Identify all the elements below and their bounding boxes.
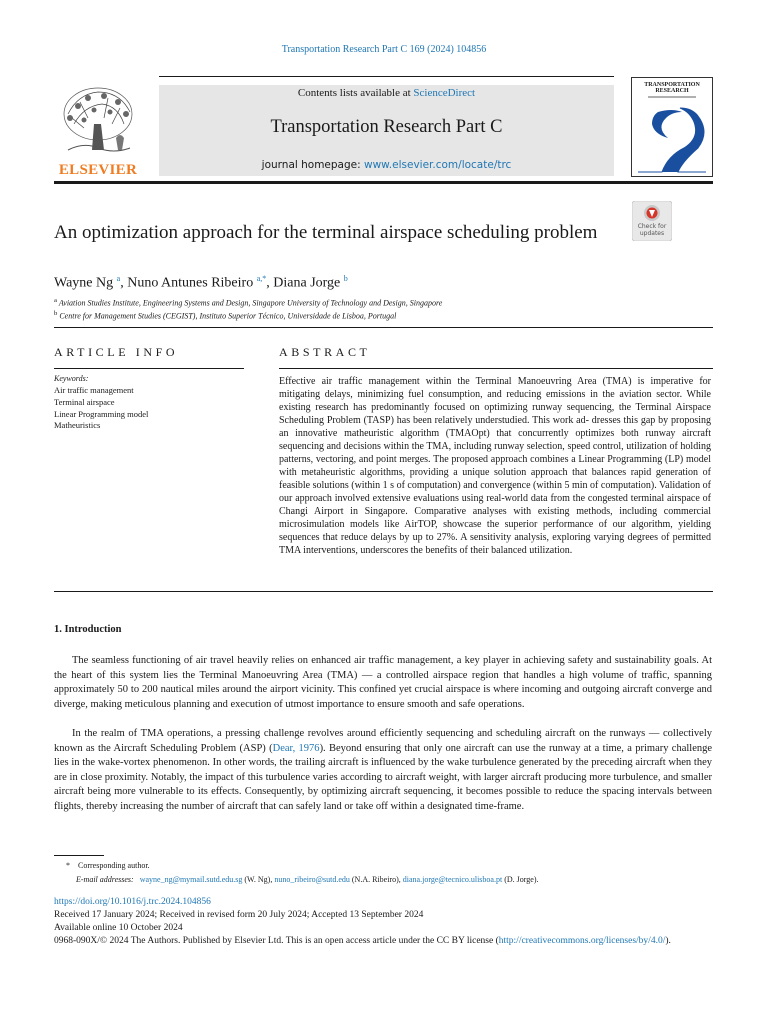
author-affiliation-marker[interactable]: a [116,274,121,283]
keyword-item: Matheuristics [54,420,101,430]
contents-line: Contents lists available at ScienceDirect [297,87,476,99]
cover-title: TRANSPORTATION RESEARCH [644,82,700,94]
journal-citation[interactable]: Transportation Research Part C 169 (2024) 104856 [281,44,487,55]
journal-title: Transportation Research Part C [270,117,503,137]
affiliation-b: $^b$ Centre for Management Studies (CEGIST), Instituto Superior Técnico, Universidade de Lisboa, Portugal [54,310,397,321]
corresponding-author-note: * Corresponding author. [66,861,150,870]
homepage-link[interactable]: www.elsevier.com/locate/trc [364,159,512,171]
author-list: Wayne Ng $^a$, Nuno Antunes Ribeiro $^{a,*}$, Diana Jorge $^b$ [54,274,348,291]
journal-homepage: journal homepage: www.elsevier.com/locate/trc [261,159,512,171]
cc-license-link[interactable]: http://creativecommons.org/licenses/by/4.0/ [498,936,666,946]
abstract-bottom-rule [54,591,713,592]
check-updates-label: Check for updates [637,223,667,237]
sciencedirect-link[interactable]: ScienceDirect [413,87,476,99]
email-addresses: E-mail addresses: wayne_ng@mymail.sutd.edu.sg (W. Ng), nuno_ribeiro@sutd.edu (N.A. Ribeiro), diana.jorge@tecnico.ulisboa.pt (D. Jorge). [76,875,539,884]
section-rule [54,327,713,328]
journal-banner [159,85,614,176]
author-name: Diana Jorge [273,275,341,291]
abstract-heading: ABSTRACT [279,345,371,359]
keywords-label: Keywords: [54,374,89,383]
publisher-name: ELSEVIER [58,162,138,178]
check-for-updates-badge[interactable] [632,201,672,241]
intro-paragraph-1: The seamless functioning of air travel heavily relies on enhanced air traffic management, a key player in achieving safety and sustainability goals. At the heart of this system lies the Terminal Manoeuvring Area (TMA) — a controlled airspace region that handles a high volume of traffic, spanning approximately 50 to 200 nautical miles around the airport vicinity. This confined yet crucial airspace is where incoming and outgoing aircraft converge and diverge, making meticulous planning and execution of utmost importance to ensure smooth and safe operations. [54,655,712,710]
keyword-item: Air traffic management [54,385,134,395]
intro-paragraph-2: In the realm of TMA operations, a pressing challenge revolves around efficiently sequencing and scheduling aircraft on the runways — collectively known as the Aircraft Scheduling Problem (ASP) (Dear, 1976). Beyond ensuring that only one aircraft can use the runway at a time, a primary challenge lies in the wake-vortex phenomenon. In other words, the trailing aircraft is influenced by the wake turbulence generated by the preceding aircraft when they are in close proximity. Notably, the impact of this turbulence varies according to aircraft weight, with larger aircraft producing more turbulence, and smaller aircraft being more vulnerable to its effects. Consequently, by optimizing aircraft sequencing, it becomes possible to reduce the spacing intervals between flights, thereby increasing the number of aircraft that can safely land or take off within a designated time-frame. [54,728,713,812]
footnote-rule [54,855,104,856]
introduction-heading: 1. Introduction [54,624,122,635]
available-online-date: Available online 10 October 2024 [54,923,183,933]
article-info-heading: ARTICLE INFO [54,345,179,359]
abstract-rule [279,368,713,369]
paper-title: An optimization approach for the terminal airspace scheduling problem [54,222,598,243]
affiliation-a: $^a$ Aviation Studies Institute, Engineering Systems and Design, Singapore University of Technology and Design, Singapore [54,297,443,308]
keyword-item: Linear Programming model [54,409,149,419]
received-dates: Received 17 January 2024; Received in revised form 20 July 2024; Accepted 13 September 2024 [54,910,424,920]
journal-cover-thumbnail[interactable] [631,77,713,177]
citation-link-dear-1976[interactable]: Dear, 1976 [272,742,320,754]
cover-road-icon [632,78,712,176]
keyword-item: Terminal airspace [54,397,115,407]
email-link-ribeiro[interactable]: nuno_ribeiro@sutd.edu [274,875,350,884]
article-info-rule [54,368,244,369]
abstract-text: Effective air traffic management within the Terminal Manoeuvring Area (TMA) is imperative for mitigating delays, minimizing fuel consumption, and reducing emissions in the aviation sector. While existing research has predominantly focused on optimizing runway sequencing, the Terminal Airspace Scheduling Problem (TASP) has been relatively understudied. This work ad- dresses this gap by proposing an innovative matheuristic algorithm (TMAOpt) that concurrently optimizes both runway aircraft sequencing and decisions within the TMA, including runway selection, speed control, utilization of holding patterns, vectoring, and point merges. The proposed approach combines a Linear Programming (LP) model with metaheuristic algorithms, providing a unique solution approach that balances rapid generation of feasible solutions (within 1 s of computation) and convergence (within 5 min of computation). Validation of our approach involved extensive evaluations using real-world data from the congested terminal airspace of Changi Airport in Singapore. Comparative analyses with existing methods, including commercial microsimulation models like AirTOP, showcase the superior performance of our algorithm, yielding sequences that reduce delays by up to 27%. A sensitivity analysis, exploring varying degrees of permitted TMA interventions, underscores the benefits of their balanced utilization. [279,376,711,556]
author-affiliation-marker[interactable]: b [343,274,348,283]
email-link-jorge[interactable]: diana.jorge@tecnico.ulisboa.pt [402,875,503,884]
author-affiliation-marker[interactable]: a,* [256,274,267,283]
email-link-ng[interactable]: wayne_ng@mymail.sutd.edu.sg [139,875,243,884]
author-name: Wayne Ng [54,275,114,291]
doi-link[interactable]: https://doi.org/10.1016/j.trc.2024.104856 [54,897,211,907]
elsevier-logo [54,84,142,180]
header-rule [159,76,614,77]
license-statement: 0968-090X/© 2024 The Authors. Published by Elsevier Ltd. This is an open access article under the CC BY license (http://creativecommons.org/licenses/by/4.0/). [54,936,671,946]
header-thick-rule [54,181,713,184]
author-name: Nuno Antunes Ribeiro [127,275,254,291]
